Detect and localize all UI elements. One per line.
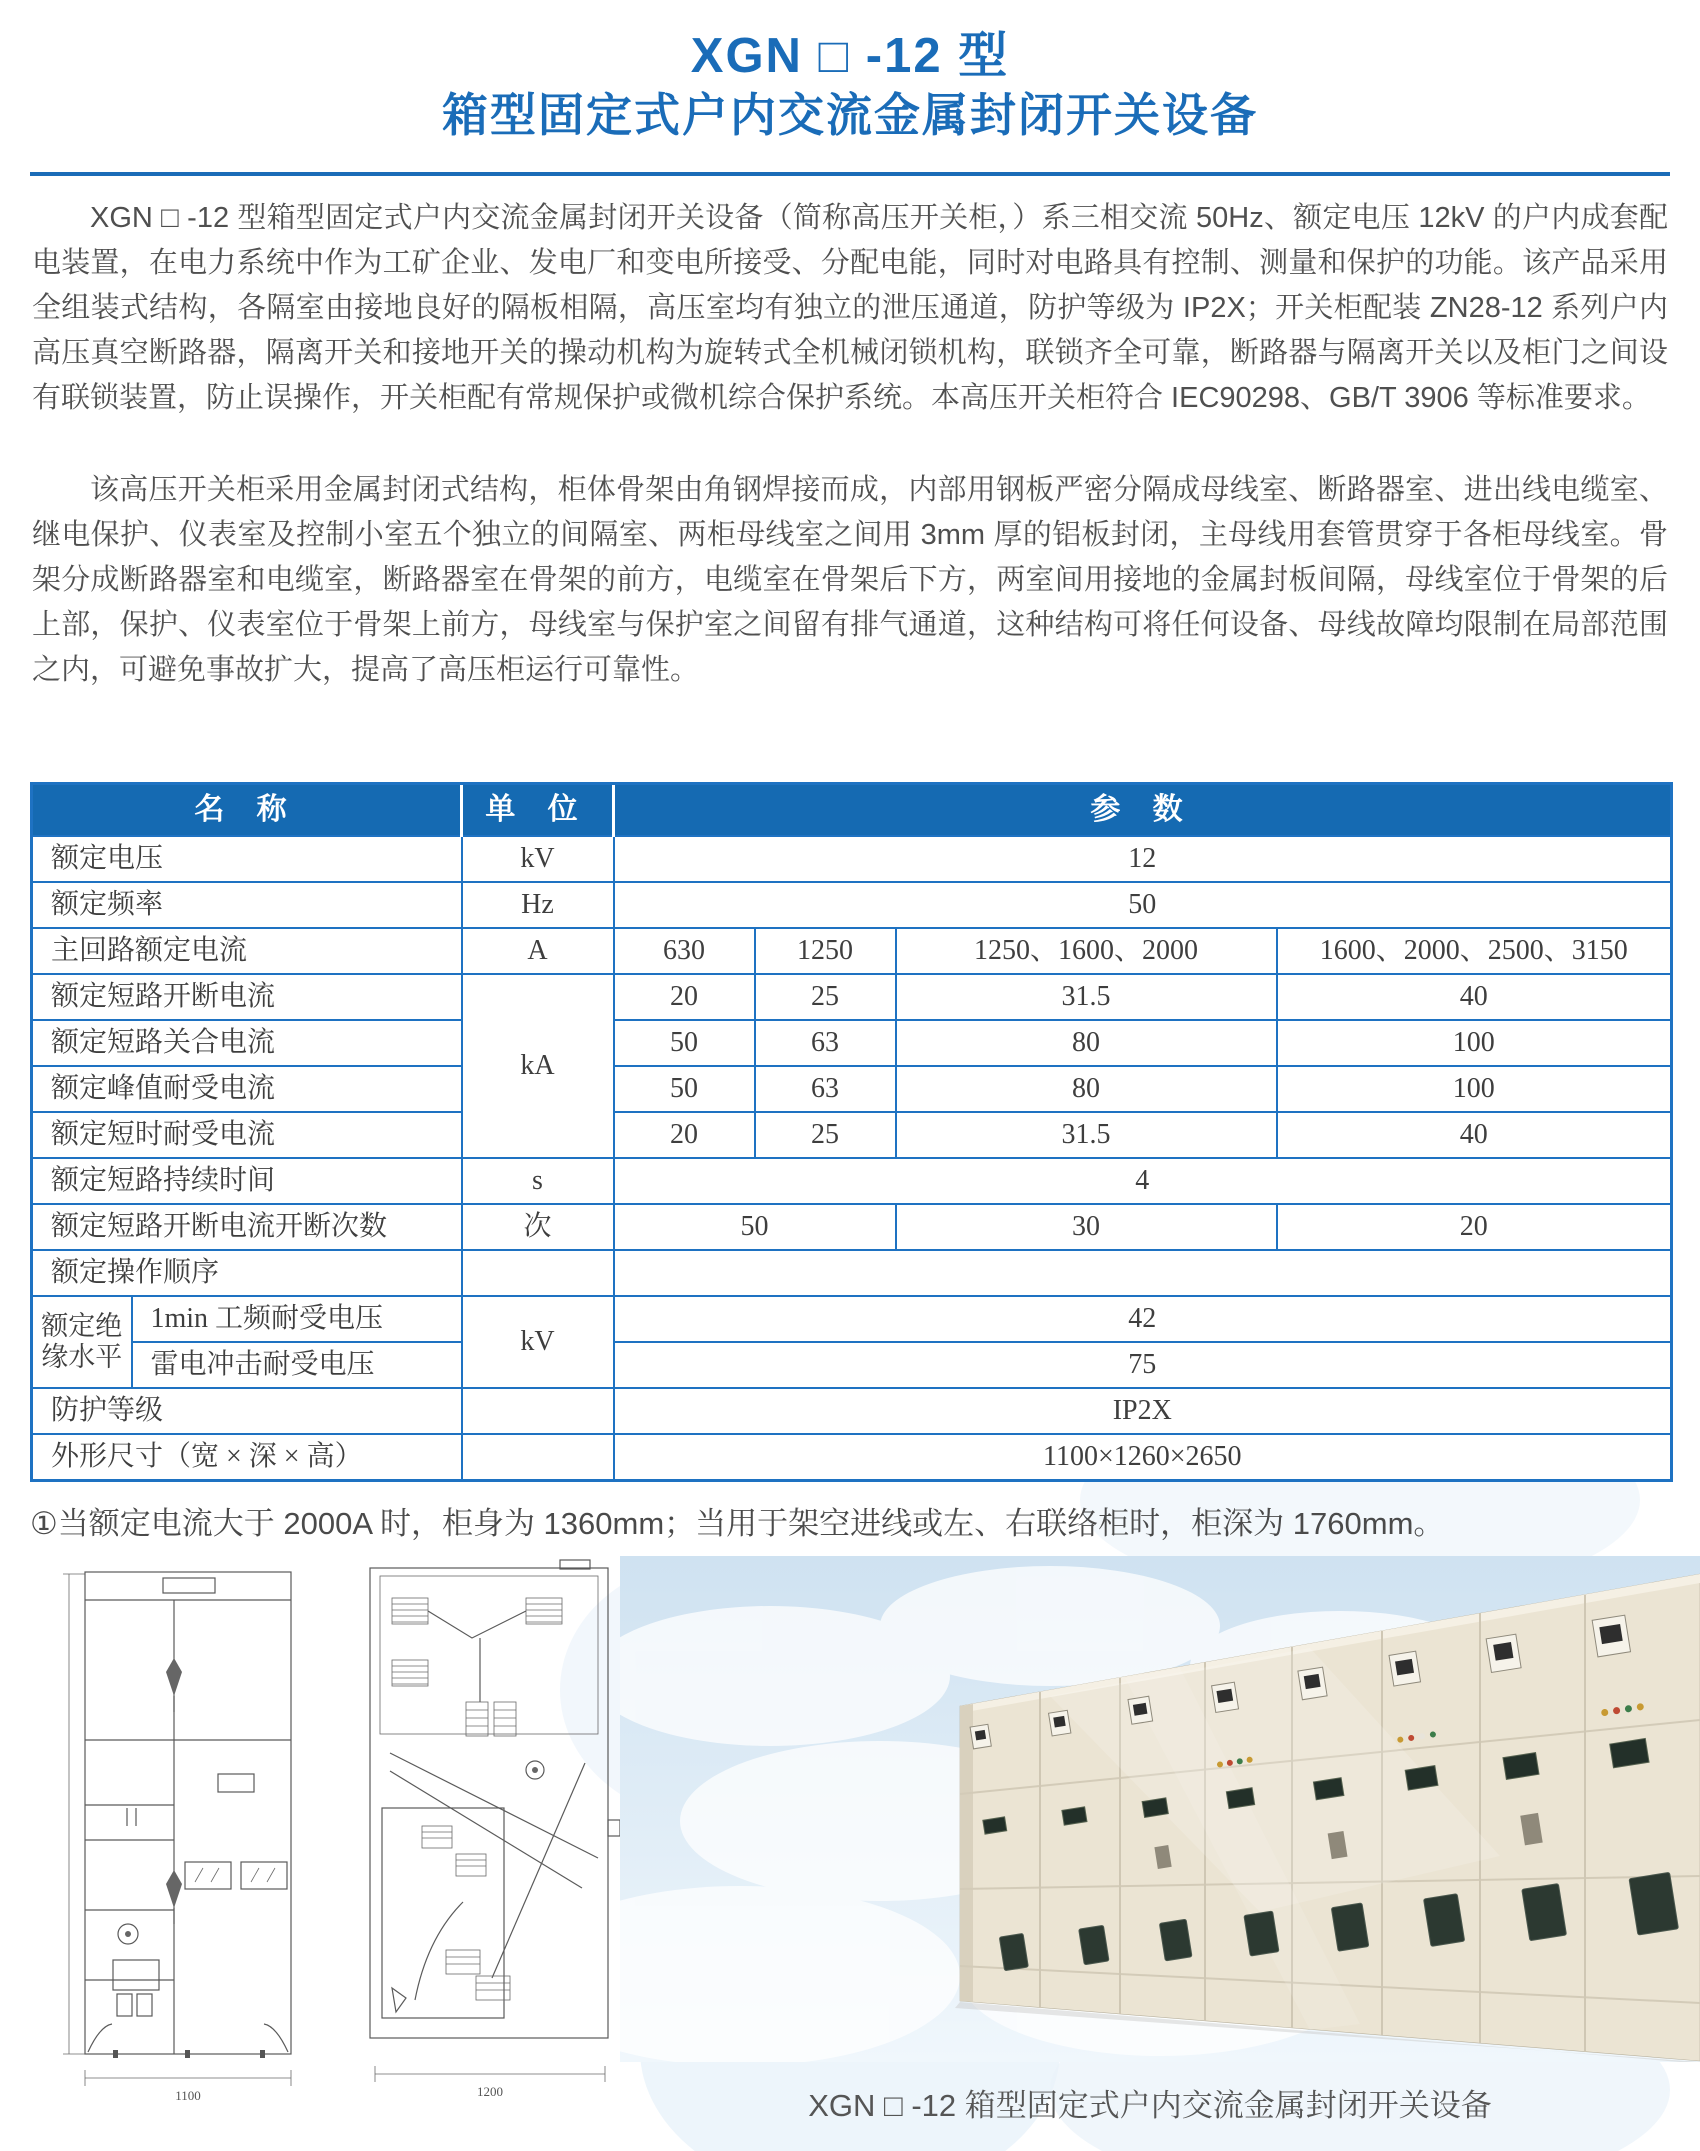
title-divider [30,172,1670,176]
cell-short-time-name: 额定短时耐受电流 [32,1112,462,1158]
table-cell: kA [462,974,614,1158]
table-cell: 25 [755,1112,896,1158]
structure-paragraph: 该高压开关柜采用金属封闭式结构，柜体骨架由角钢焊接而成，内部用钢板严密分隔成母线室、断路器室、进出线电缆室、继电保护、仪表室及控制小室五个独立的间隔室、两柜母线室之间用 3mm 厚的铝板封闭，主母线用套管贯穿于各柜母线室。骨架分成断路器室和电缆室，断路器室在骨架的前方，电缆室在骨架后下方，两室间用接地的金属封板间隔，母线室位于骨架的后上部，保护、仪表室位于骨架上前方，母线室与保护室之间留有排气通道，这种结构可将任何设备、母线故障均限制在局部范围之内，可避免事故扩大，提高了高压柜运行可靠性。 [32,474,1668,686]
table-row [32,882,1672,928]
table-cell: 100 [1277,1020,1672,1066]
front-view-drawing [55,1562,325,2107]
table-cell: kV [462,1296,614,1388]
cell-lightning-name: 雷电冲击耐受电压 [132,1342,462,1388]
cell-duration-name: 额定短路持续时间 [32,1158,462,1204]
table-cell: IP2X [614,1388,1672,1434]
note-text: ①当额定电流大于 2000A 时，柜身为 1360mm；当用于架空进线或左、右联络柜时，柜深为 1760mm。 [30,1506,1445,1541]
table-cell: kV [462,836,614,882]
header-unit: 单 位 [462,784,614,837]
table-cell: 40 [1277,974,1672,1020]
cell-main-current-name: 主回路额定电流 [32,928,462,974]
table-row [32,1342,1672,1388]
cell-voltage-name: 额定电压 [32,836,462,882]
table-cell: 20 [1277,1204,1672,1250]
table-row [32,1388,1672,1434]
header-param: 参 数 [614,784,1672,837]
figures-section [0,1556,1700,2151]
table-cell: 1250 [755,928,896,974]
table-cell: 40 [1277,1112,1672,1158]
table-cell: 630 [614,928,755,974]
header-name: 名 称 [32,784,462,837]
side-depth-label: 1200 [477,2084,503,2099]
table-row [32,974,1672,1020]
table-cell: 42 [614,1296,1672,1342]
table-cell: 20 [614,1112,755,1158]
table-cell: 4 [614,1158,1672,1204]
table-cell: 31.5 [896,1112,1277,1158]
table-cell: 30 [896,1204,1277,1250]
table-cell [462,1388,614,1434]
table-cell: 50 [614,1204,896,1250]
table-row [32,1158,1672,1204]
table-cell: 50 [614,1066,755,1112]
table-row [32,1020,1672,1066]
cell-protection-name: 防护等级 [32,1388,462,1434]
table-cell: s [462,1158,614,1204]
table-row [32,1296,1672,1342]
table-cell: 1100×1260×2650 [614,1434,1672,1481]
table-cell: 75 [614,1342,1672,1388]
table-cell: 次 [462,1204,614,1250]
table-row [32,928,1672,974]
table-cell: 63 [755,1066,896,1112]
table-cell: 80 [896,1066,1277,1112]
cell-making-name: 额定短路关合电流 [32,1020,462,1066]
table-cell: 31.5 [896,974,1277,1020]
page-title-line2: 箱型固定式户内交流金属封闭开关设备 [442,89,1258,141]
cell-dimensions-name: 外形尺寸（宽 × 深 × 高） [32,1434,462,1481]
table-cell [614,1250,1672,1296]
cell-op-sequence-name: 额定操作顺序 [32,1250,462,1296]
table-cell: 1600、2000、2500、3150 [1277,928,1672,974]
product-photo [620,1556,1700,2062]
table-cell: 100 [1277,1066,1672,1112]
table-row [32,1204,1672,1250]
cell-power-freq-name: 1min 工频耐受电压 [132,1296,462,1342]
photo-caption: XGN □ -12 箱型固定式户内交流金属封闭开关设备 [808,2088,1492,2123]
table-row [32,1066,1672,1112]
cell-break-times-name: 额定短路开断电流开断次数 [32,1204,462,1250]
intro-paragraph: XGN □ -12 型箱型固定式户内交流金属封闭开关设备（简称高压开关柜，）系三相交流 50Hz、额定电压 12kV 的户内成套配电装置，在电力系统中作为工矿企业、发电厂和变电所接受、分配电能，同时对电路具有控制、测量和保护的功能。该产品采用全组装式结构，各隔室由接地良好的隔板相隔，高压室均有独立的泄压通道，防护等级为 IP2X；开关柜配装 ZN28-12 系列户内高压真空断路器，隔离开关和接地开关的操动机构为旋转式全机械闭锁机构，联锁齐全可靠，断路器与隔离开关以及柜门之间设有联锁装置，防止误操作，开关柜配有常规保护或微机综合保护系统。本高压开关柜符合 IEC90298、GB/T 3906 等标准要求。 [32,202,1668,414]
front-width-label: 1100 [175,2088,201,2103]
cell-peak-name: 额定峰值耐受电流 [32,1066,462,1112]
cell-frequency-name: 额定频率 [32,882,462,928]
page-title-line1: XGN □ -12 型 [690,29,1010,83]
table-cell: Hz [462,882,614,928]
table-row [32,1434,1672,1481]
table-cell: 63 [755,1020,896,1066]
table-row [32,1112,1672,1158]
table-row [32,836,1672,882]
table-cell: 1250、1600、2000 [896,928,1277,974]
table-cell: A [462,928,614,974]
table-cell: 25 [755,974,896,1020]
table-header-row [32,784,1672,837]
page-title [0,26,1700,144]
table-cell [462,1250,614,1296]
table-cell: 50 [614,1020,755,1066]
table-cell: 20 [614,974,755,1020]
table-cell: 12 [614,836,1672,882]
cell-breaking-name: 额定短路开断电流 [32,974,462,1020]
spec-table [30,782,1673,1482]
side-view-drawing [330,1558,650,2103]
cell-insulation-group: 额定绝缘水平 [32,1296,132,1388]
table-row [32,1250,1672,1296]
table-cell: 50 [614,882,1672,928]
table-cell [462,1434,614,1481]
table-cell: 80 [896,1020,1277,1066]
